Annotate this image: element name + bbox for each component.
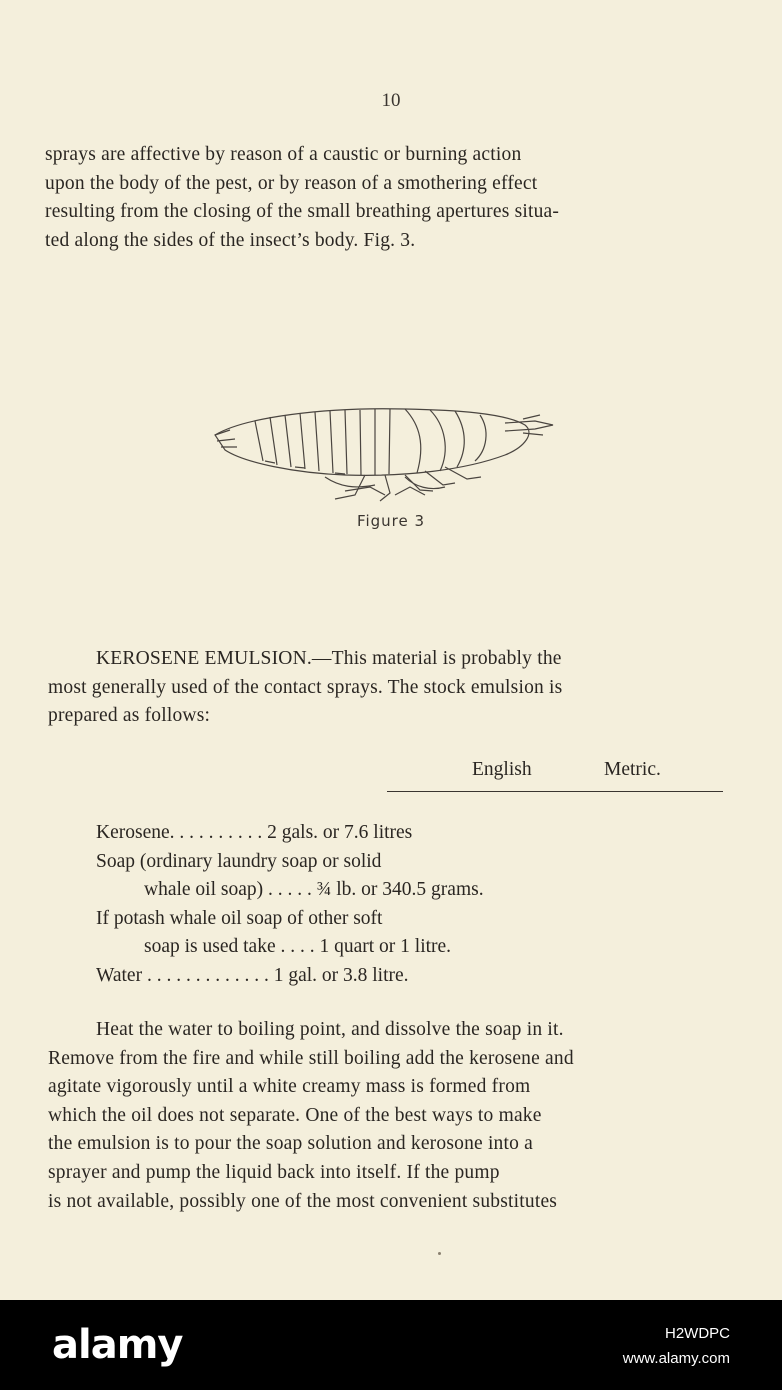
- text-line: sprayer and pump the liquid back into itself. If the pump: [48, 1161, 500, 1183]
- paragraph-kerosene-emulsion: [48, 645, 720, 731]
- stock-footer-bar: [0, 1300, 782, 1390]
- text-line: the emulsion is to pour the soap solution and kerosone into a: [48, 1133, 534, 1155]
- recipe-row: If potash whale oil soap of other soft: [96, 907, 383, 929]
- text-line: ted along the sides of the insect’s body. Fig. 3.: [45, 229, 416, 251]
- column-header-english: English: [472, 759, 532, 780]
- page-speck: [438, 1252, 441, 1255]
- column-header-metric: Metric.: [604, 759, 661, 780]
- paragraph-instructions: [48, 1016, 724, 1216]
- recipe-row: Soap (ordinary laundry soap or solid: [96, 850, 382, 872]
- text-line: agitate vigorously until a white creamy mass is formed from: [48, 1076, 531, 1098]
- insect-illustration: [205, 395, 565, 505]
- text-line: Heat the water to boiling point, and dissolve the soap in it.: [96, 1019, 564, 1040]
- alamy-logo: alamy: [52, 1322, 183, 1368]
- text-line: which the oil does not separate. One of the best ways to make: [48, 1104, 542, 1126]
- recipe-row: whale oil soap) . . . . . ¾ lb. or 340.5 grams.: [144, 879, 484, 901]
- text-line: prepared as follows:: [48, 705, 211, 727]
- figure-caption: Figure 3: [356, 512, 426, 530]
- recipe-table: [96, 819, 696, 991]
- page-number: 10: [381, 90, 401, 111]
- text-line: Remove from the fire and while still boiling add the kerosene and: [48, 1047, 574, 1069]
- text-line: sprays are affective by reason of a caustic or burning action: [45, 144, 522, 165]
- text-line: is not available, possibly one of the most convenient substitutes: [48, 1190, 558, 1212]
- header-rule: [387, 791, 723, 792]
- recipe-row: soap is used take . . . . 1 quart or 1 litre.: [144, 936, 452, 958]
- text-line: resulting from the closing of the small breathing apertures situa-: [45, 201, 560, 223]
- footer-url: www.alamy.com: [622, 1350, 730, 1367]
- recipe-row: Water . . . . . . . . . . . . . 1 gal. or 3.8 litre.: [96, 964, 409, 986]
- paragraph-sprays: [45, 141, 717, 255]
- text-line: KEROSENE EMULSION.—This material is probably the: [96, 648, 562, 669]
- image-code: H2WDPC: [664, 1325, 730, 1342]
- text-line: most generally used of the contact sprays. The stock emulsion is: [48, 676, 563, 698]
- text-line: upon the body of the pest, or by reason of a smothering effect: [45, 172, 538, 194]
- recipe-row: Kerosene. . . . . . . . . . 2 gals. or 7.6 litres: [96, 822, 413, 843]
